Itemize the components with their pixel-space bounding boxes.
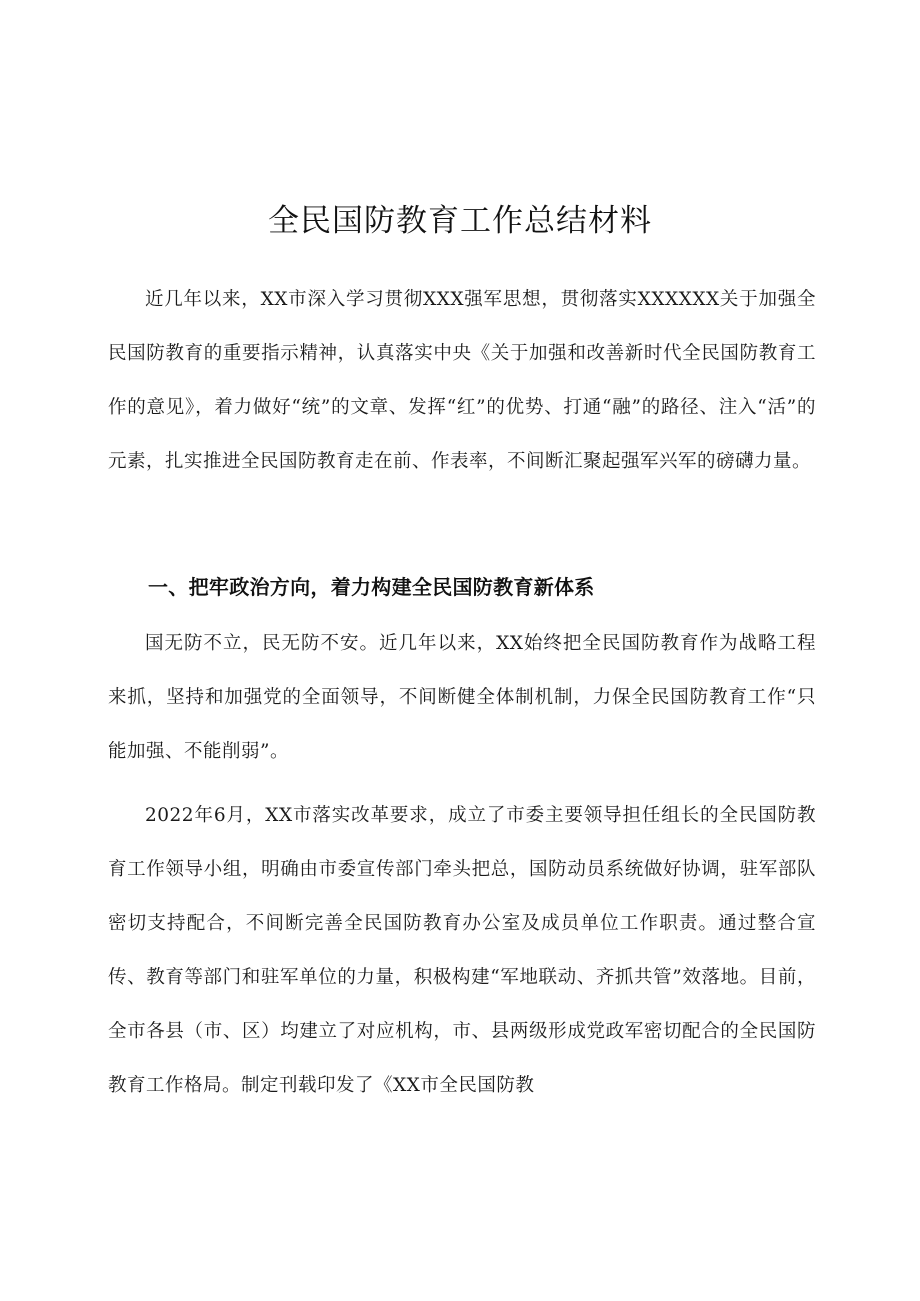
section-paragraph-1: 国无防不立，民无防不安。近几年以来，XX始终把全民国防教育作为战略工程来抓，坚持和加强党的全面领导，不间断健全体制机制，力保全民国防教育工作“只能加强、不能削弱”。 <box>108 633 816 762</box>
section-heading: 一、把牢政治方向，着力构建全民国防教育新体系 <box>148 575 595 599</box>
intro-paragraph: 近几年以来，XX市深入学习贯彻XXX强军思想，贯彻落实XXXXXX关于加强全民国防教育的重要指示精神，认真落实中央《关于加强和改善新时代全民国防教育工作的意见》，着力做好“统”的文章、发挥“红”的优势、打通“融”的路径、注入“活”的元素，扎实推进全民国防教育走在前、作表率，不间断汇聚起强军兴军的磅礴力量。 <box>108 289 816 472</box>
section-paragraph-2: 2022年6月，XX市落实改革要求，成立了市委主要领导担任组长的全民国防教育工作领导小组，明确由市委宣传部门牵头把总，国防动员系统做好协调，驻军部队密切支持配合，不间断完善全民国防教育办公室及成员单位工作职责。通过整合宣传、教育等部门和驻军单位的力量，积极构建“军地联动、齐抓共管”效落地。目前，全市各县（市、区）均建立了对应机构，市、县两级形成党政军密切配合的全民国防教育工作格局。制定刊载印发了《XX市全民国防教 <box>108 805 816 1096</box>
document-title: 全民国防教育工作总结材料 <box>268 203 652 239</box>
